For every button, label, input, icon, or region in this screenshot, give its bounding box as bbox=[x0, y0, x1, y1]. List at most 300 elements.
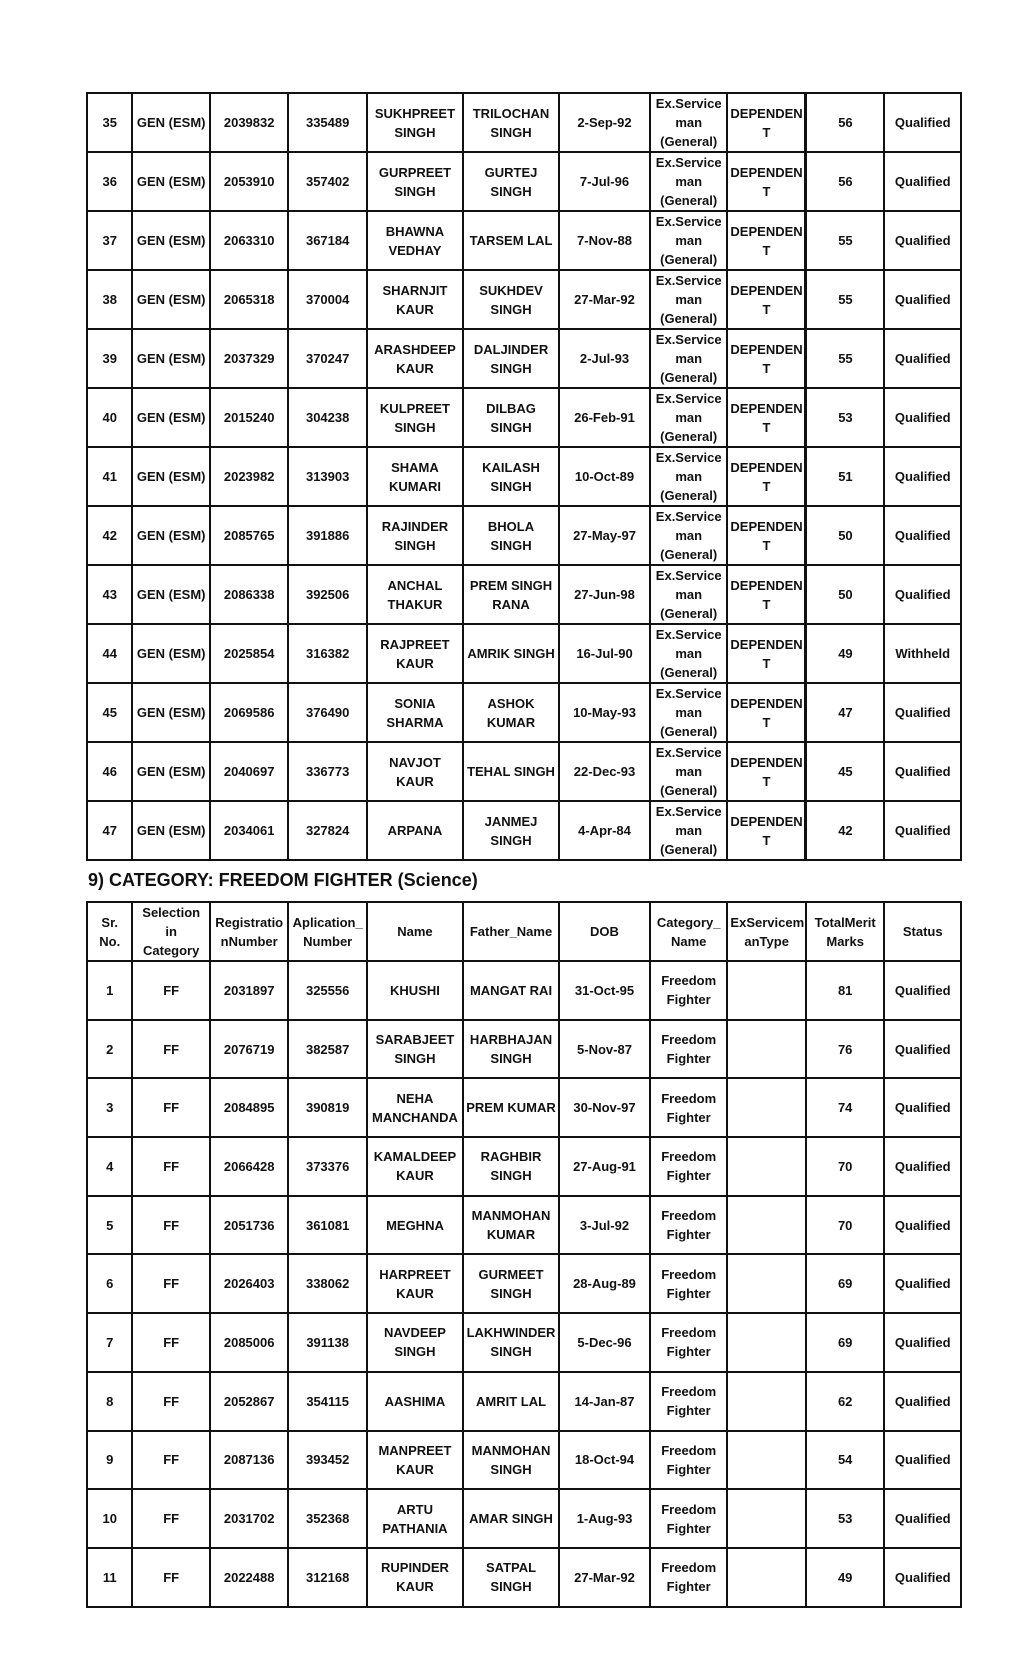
cell-sr-no: 11 bbox=[87, 1548, 132, 1607]
cell-category-name: Freedom Fighter bbox=[650, 1313, 727, 1372]
cell-registration-number: 2026403 bbox=[210, 1254, 289, 1313]
cell-name: SHARNJIT KAUR bbox=[367, 270, 463, 329]
cell-application-number: 382587 bbox=[288, 1020, 367, 1079]
cell-category-name: Ex.Service man (General) bbox=[650, 329, 727, 388]
cell-exserviceman-type: DEPENDEN T bbox=[727, 506, 806, 565]
cell-name: KAMALDEEP KAUR bbox=[367, 1137, 463, 1196]
cell-father-name: TARSEM LAL bbox=[463, 211, 559, 270]
cell-status: Qualified bbox=[884, 1313, 961, 1372]
cell-category-name: Freedom Fighter bbox=[650, 1078, 727, 1137]
cell-registration-number: 2031702 bbox=[210, 1489, 289, 1548]
table-row bbox=[87, 1254, 961, 1313]
cell-selection-category: FF bbox=[132, 1548, 209, 1607]
cell-selection-category: FF bbox=[132, 1254, 209, 1313]
cell-category-name: Ex.Service man (General) bbox=[650, 93, 727, 152]
cell-total-merit-marks: 69 bbox=[806, 1254, 885, 1313]
cell-status: Qualified bbox=[884, 1372, 961, 1431]
cell-selection-category: FF bbox=[132, 961, 209, 1020]
cell-total-merit-marks: 56 bbox=[806, 93, 885, 152]
cell-registration-number: 2037329 bbox=[210, 329, 289, 388]
cell-registration-number: 2053910 bbox=[210, 152, 289, 211]
cell-name: HARPREET KAUR bbox=[367, 1254, 463, 1313]
table-row bbox=[87, 1548, 961, 1607]
cell-application-number: 357402 bbox=[288, 152, 367, 211]
cell-status: Qualified bbox=[884, 801, 961, 860]
esm-table-body bbox=[87, 93, 961, 860]
cell-exserviceman-type: DEPENDEN T bbox=[727, 270, 806, 329]
cell-name: ANCHAL THAKUR bbox=[367, 565, 463, 624]
cell-selection-category: GEN (ESM) bbox=[132, 93, 209, 152]
cell-father-name: LAKHWINDER SINGH bbox=[463, 1313, 559, 1372]
cell-selection-category: GEN (ESM) bbox=[132, 565, 209, 624]
cell-sr-no: 6 bbox=[87, 1254, 132, 1313]
cell-dob: 5-Dec-96 bbox=[559, 1313, 650, 1372]
cell-category-name: Ex.Service man (General) bbox=[650, 506, 727, 565]
cell-sr-no: 36 bbox=[87, 152, 132, 211]
cell-exserviceman-type: DEPENDEN T bbox=[727, 388, 806, 447]
cell-dob: 27-Mar-92 bbox=[559, 270, 650, 329]
cell-category-name: Freedom Fighter bbox=[650, 1548, 727, 1607]
cell-father-name: ASHOK KUMAR bbox=[463, 683, 559, 742]
cell-name: MEGHNA bbox=[367, 1196, 463, 1255]
table-row bbox=[87, 565, 961, 624]
cell-registration-number: 2034061 bbox=[210, 801, 289, 860]
cell-dob: 7-Nov-88 bbox=[559, 211, 650, 270]
cell-dob: 10-Oct-89 bbox=[559, 447, 650, 506]
cell-category-name: Freedom Fighter bbox=[650, 1020, 727, 1079]
cell-total-merit-marks: 56 bbox=[806, 152, 885, 211]
cell-selection-category: FF bbox=[132, 1431, 209, 1490]
freedom-fighter-table-body bbox=[87, 961, 961, 1607]
cell-exserviceman-type: DEPENDEN T bbox=[727, 683, 806, 742]
cell-exserviceman-type bbox=[727, 1254, 806, 1313]
table-row bbox=[87, 447, 961, 506]
cell-category-name: Ex.Service man (General) bbox=[650, 742, 727, 801]
cell-name: ARPANA bbox=[367, 801, 463, 860]
cell-total-merit-marks: 51 bbox=[806, 447, 885, 506]
cell-exserviceman-type: DEPENDEN T bbox=[727, 211, 806, 270]
cell-application-number: 373376 bbox=[288, 1137, 367, 1196]
cell-category-name: Ex.Service man (General) bbox=[650, 447, 727, 506]
cell-total-merit-marks: 45 bbox=[806, 742, 885, 801]
cell-father-name: PREM SINGH RANA bbox=[463, 565, 559, 624]
cell-total-merit-marks: 70 bbox=[806, 1196, 885, 1255]
cell-dob: 5-Nov-87 bbox=[559, 1020, 650, 1079]
cell-dob: 27-Aug-91 bbox=[559, 1137, 650, 1196]
cell-father-name: DALJINDER SINGH bbox=[463, 329, 559, 388]
cell-dob: 2-Sep-92 bbox=[559, 93, 650, 152]
table-row bbox=[87, 1196, 961, 1255]
cell-dob: 30-Nov-97 bbox=[559, 1078, 650, 1137]
cell-registration-number: 2076719 bbox=[210, 1020, 289, 1079]
cell-name: NAVDEEP SINGH bbox=[367, 1313, 463, 1372]
cell-total-merit-marks: 70 bbox=[806, 1137, 885, 1196]
cell-exserviceman-type bbox=[727, 1078, 806, 1137]
cell-selection-category: FF bbox=[132, 1078, 209, 1137]
cell-sr-no: 8 bbox=[87, 1372, 132, 1431]
table-row bbox=[87, 1078, 961, 1137]
table-row bbox=[87, 152, 961, 211]
cell-dob: 27-May-97 bbox=[559, 506, 650, 565]
cell-status: Qualified bbox=[884, 388, 961, 447]
cell-sr-no: 5 bbox=[87, 1196, 132, 1255]
cell-registration-number: 2025854 bbox=[210, 624, 289, 683]
cell-sr-no: 38 bbox=[87, 270, 132, 329]
cell-registration-number: 2022488 bbox=[210, 1548, 289, 1607]
cell-father-name: KAILASH SINGH bbox=[463, 447, 559, 506]
cell-sr-no: 3 bbox=[87, 1078, 132, 1137]
cell-father-name: SUKHDEV SINGH bbox=[463, 270, 559, 329]
cell-father-name: GURTEJ SINGH bbox=[463, 152, 559, 211]
table-row bbox=[87, 1489, 961, 1548]
cell-total-merit-marks: 76 bbox=[806, 1020, 885, 1079]
table-header-row bbox=[87, 902, 961, 961]
cell-category-name: Freedom Fighter bbox=[650, 1431, 727, 1490]
cell-application-number: 352368 bbox=[288, 1489, 367, 1548]
header-sr-no: Sr. No. bbox=[87, 902, 132, 961]
cell-dob: 4-Apr-84 bbox=[559, 801, 650, 860]
cell-status: Qualified bbox=[884, 152, 961, 211]
cell-application-number: 312168 bbox=[288, 1548, 367, 1607]
cell-dob: 2-Jul-93 bbox=[559, 329, 650, 388]
cell-status: Qualified bbox=[884, 506, 961, 565]
cell-father-name: PREM KUMAR bbox=[463, 1078, 559, 1137]
cell-dob: 14-Jan-87 bbox=[559, 1372, 650, 1431]
cell-father-name: GURMEET SINGH bbox=[463, 1254, 559, 1313]
table-row bbox=[87, 624, 961, 683]
cell-name: MANPREET KAUR bbox=[367, 1431, 463, 1490]
cell-registration-number: 2085006 bbox=[210, 1313, 289, 1372]
cell-total-merit-marks: 74 bbox=[806, 1078, 885, 1137]
cell-name: NAVJOT KAUR bbox=[367, 742, 463, 801]
cell-name: AASHIMA bbox=[367, 1372, 463, 1431]
table-row bbox=[87, 329, 961, 388]
table-row bbox=[87, 270, 961, 329]
cell-status: Qualified bbox=[884, 1254, 961, 1313]
cell-selection-category: GEN (ESM) bbox=[132, 447, 209, 506]
cell-sr-no: 35 bbox=[87, 93, 132, 152]
cell-dob: 31-Oct-95 bbox=[559, 961, 650, 1020]
cell-selection-category: FF bbox=[132, 1489, 209, 1548]
cell-status: Qualified bbox=[884, 1489, 961, 1548]
cell-status: Qualified bbox=[884, 1020, 961, 1079]
cell-dob: 1-Aug-93 bbox=[559, 1489, 650, 1548]
header-registration-number: Registratio nNumber bbox=[210, 902, 289, 961]
cell-father-name: JANMEJ SINGH bbox=[463, 801, 559, 860]
cell-sr-no: 45 bbox=[87, 683, 132, 742]
cell-total-merit-marks: 42 bbox=[806, 801, 885, 860]
cell-sr-no: 9 bbox=[87, 1431, 132, 1490]
cell-name: RUPINDER KAUR bbox=[367, 1548, 463, 1607]
cell-sr-no: 37 bbox=[87, 211, 132, 270]
cell-exserviceman-type: DEPENDEN T bbox=[727, 93, 806, 152]
cell-name: GURPREET SINGH bbox=[367, 152, 463, 211]
cell-status: Qualified bbox=[884, 1078, 961, 1137]
cell-application-number: 325556 bbox=[288, 961, 367, 1020]
cell-sr-no: 46 bbox=[87, 742, 132, 801]
cell-exserviceman-type bbox=[727, 1548, 806, 1607]
cell-application-number: 370004 bbox=[288, 270, 367, 329]
cell-sr-no: 41 bbox=[87, 447, 132, 506]
header-status: Status bbox=[884, 902, 961, 961]
cell-father-name: BHOLA SINGH bbox=[463, 506, 559, 565]
cell-category-name: Ex.Service man (General) bbox=[650, 565, 727, 624]
cell-dob: 22-Dec-93 bbox=[559, 742, 650, 801]
cell-father-name: HARBHAJAN SINGH bbox=[463, 1020, 559, 1079]
cell-sr-no: 42 bbox=[87, 506, 132, 565]
table-row bbox=[87, 801, 961, 860]
cell-selection-category: GEN (ESM) bbox=[132, 624, 209, 683]
table-row bbox=[87, 742, 961, 801]
header-total-merit-marks: TotalMerit Marks bbox=[806, 902, 885, 961]
cell-sr-no: 39 bbox=[87, 329, 132, 388]
cell-exserviceman-type bbox=[727, 1372, 806, 1431]
cell-registration-number: 2031897 bbox=[210, 961, 289, 1020]
cell-status: Withheld bbox=[884, 624, 961, 683]
cell-sr-no: 44 bbox=[87, 624, 132, 683]
cell-total-merit-marks: 47 bbox=[806, 683, 885, 742]
cell-selection-category: GEN (ESM) bbox=[132, 152, 209, 211]
cell-sr-no: 1 bbox=[87, 961, 132, 1020]
cell-dob: 18-Oct-94 bbox=[559, 1431, 650, 1490]
cell-exserviceman-type: DEPENDEN T bbox=[727, 329, 806, 388]
cell-category-name: Freedom Fighter bbox=[650, 1137, 727, 1196]
cell-total-merit-marks: 55 bbox=[806, 329, 885, 388]
cell-total-merit-marks: 49 bbox=[806, 624, 885, 683]
cell-name: KULPREET SINGH bbox=[367, 388, 463, 447]
cell-father-name: RAGHBIR SINGH bbox=[463, 1137, 559, 1196]
cell-application-number: 361081 bbox=[288, 1196, 367, 1255]
cell-application-number: 354115 bbox=[288, 1372, 367, 1431]
cell-category-name: Freedom Fighter bbox=[650, 1489, 727, 1548]
table-row bbox=[87, 961, 961, 1020]
freedom-fighter-table bbox=[86, 901, 962, 1608]
header-dob: DOB bbox=[559, 902, 650, 961]
cell-exserviceman-type bbox=[727, 1489, 806, 1548]
cell-status: Qualified bbox=[884, 1548, 961, 1607]
cell-status: Qualified bbox=[884, 742, 961, 801]
cell-registration-number: 2039832 bbox=[210, 93, 289, 152]
cell-total-merit-marks: 50 bbox=[806, 565, 885, 624]
table-row bbox=[87, 1137, 961, 1196]
cell-total-merit-marks: 53 bbox=[806, 1489, 885, 1548]
cell-total-merit-marks: 55 bbox=[806, 270, 885, 329]
cell-dob: 16-Jul-90 bbox=[559, 624, 650, 683]
cell-selection-category: FF bbox=[132, 1020, 209, 1079]
cell-application-number: 376490 bbox=[288, 683, 367, 742]
cell-father-name: TEHAL SINGH bbox=[463, 742, 559, 801]
cell-total-merit-marks: 50 bbox=[806, 506, 885, 565]
cell-father-name: SATPAL SINGH bbox=[463, 1548, 559, 1607]
cell-total-merit-marks: 55 bbox=[806, 211, 885, 270]
cell-category-name: Freedom Fighter bbox=[650, 961, 727, 1020]
cell-category-name: Ex.Service man (General) bbox=[650, 270, 727, 329]
cell-name: KHUSHI bbox=[367, 961, 463, 1020]
header-selection-category: Selection in Category bbox=[132, 902, 209, 961]
cell-status: Qualified bbox=[884, 683, 961, 742]
cell-name: ARTU PATHANIA bbox=[367, 1489, 463, 1548]
cell-father-name: AMRIT LAL bbox=[463, 1372, 559, 1431]
cell-sr-no: 7 bbox=[87, 1313, 132, 1372]
cell-father-name: TRILOCHAN SINGH bbox=[463, 93, 559, 152]
cell-exserviceman-type: DEPENDEN T bbox=[727, 801, 806, 860]
cell-status: Qualified bbox=[884, 447, 961, 506]
cell-total-merit-marks: 81 bbox=[806, 961, 885, 1020]
cell-registration-number: 2051736 bbox=[210, 1196, 289, 1255]
cell-name: SONIA SHARMA bbox=[367, 683, 463, 742]
cell-registration-number: 2086338 bbox=[210, 565, 289, 624]
cell-total-merit-marks: 62 bbox=[806, 1372, 885, 1431]
cell-dob: 28-Aug-89 bbox=[559, 1254, 650, 1313]
cell-sr-no: 40 bbox=[87, 388, 132, 447]
table-row bbox=[87, 1020, 961, 1079]
cell-name: SUKHPREET SINGH bbox=[367, 93, 463, 152]
cell-application-number: 391138 bbox=[288, 1313, 367, 1372]
cell-category-name: Ex.Service man (General) bbox=[650, 624, 727, 683]
cell-application-number: 391886 bbox=[288, 506, 367, 565]
cell-selection-category: FF bbox=[132, 1313, 209, 1372]
table-row bbox=[87, 93, 961, 152]
cell-dob: 27-Jun-98 bbox=[559, 565, 650, 624]
cell-name: RAJPREET KAUR bbox=[367, 624, 463, 683]
cell-status: Qualified bbox=[884, 329, 961, 388]
header-father-name: Father_Name bbox=[463, 902, 559, 961]
cell-selection-category: FF bbox=[132, 1196, 209, 1255]
cell-application-number: 367184 bbox=[288, 211, 367, 270]
cell-exserviceman-type bbox=[727, 1431, 806, 1490]
cell-status: Qualified bbox=[884, 1137, 961, 1196]
cell-selection-category: GEN (ESM) bbox=[132, 742, 209, 801]
cell-registration-number: 2085765 bbox=[210, 506, 289, 565]
cell-status: Qualified bbox=[884, 93, 961, 152]
cell-category-name: Ex.Service man (General) bbox=[650, 211, 727, 270]
cell-father-name: AMAR SINGH bbox=[463, 1489, 559, 1548]
cell-name: RAJINDER SINGH bbox=[367, 506, 463, 565]
cell-sr-no: 10 bbox=[87, 1489, 132, 1548]
cell-application-number: 304238 bbox=[288, 388, 367, 447]
esm-candidates-table bbox=[86, 92, 962, 861]
cell-name: SHAMA KUMARI bbox=[367, 447, 463, 506]
cell-total-merit-marks: 54 bbox=[806, 1431, 885, 1490]
cell-application-number: 316382 bbox=[288, 624, 367, 683]
cell-registration-number: 2015240 bbox=[210, 388, 289, 447]
cell-registration-number: 2065318 bbox=[210, 270, 289, 329]
cell-status: Qualified bbox=[884, 565, 961, 624]
cell-registration-number: 2084895 bbox=[210, 1078, 289, 1137]
cell-sr-no: 4 bbox=[87, 1137, 132, 1196]
cell-selection-category: GEN (ESM) bbox=[132, 329, 209, 388]
cell-selection-category: FF bbox=[132, 1137, 209, 1196]
cell-total-merit-marks: 53 bbox=[806, 388, 885, 447]
cell-father-name: AMRIK SINGH bbox=[463, 624, 559, 683]
cell-dob: 3-Jul-92 bbox=[559, 1196, 650, 1255]
cell-category-name: Ex.Service man (General) bbox=[650, 388, 727, 447]
table-row bbox=[87, 506, 961, 565]
cell-father-name: MANMOHAN KUMAR bbox=[463, 1196, 559, 1255]
cell-dob: 10-May-93 bbox=[559, 683, 650, 742]
cell-application-number: 313903 bbox=[288, 447, 367, 506]
header-name: Name bbox=[367, 902, 463, 961]
cell-dob: 7-Jul-96 bbox=[559, 152, 650, 211]
cell-selection-category: FF bbox=[132, 1372, 209, 1431]
cell-application-number: 327824 bbox=[288, 801, 367, 860]
freedom-fighter-section-heading: 9) CATEGORY: FREEDOM FIGHTER (Science) bbox=[88, 870, 478, 890]
cell-exserviceman-type bbox=[727, 1313, 806, 1372]
table-row bbox=[87, 683, 961, 742]
cell-selection-category: GEN (ESM) bbox=[132, 211, 209, 270]
table-row bbox=[87, 1313, 961, 1372]
cell-registration-number: 2069586 bbox=[210, 683, 289, 742]
cell-father-name: MANMOHAN SINGH bbox=[463, 1431, 559, 1490]
cell-total-merit-marks: 49 bbox=[806, 1548, 885, 1607]
header-application-number: Aplication_ Number bbox=[288, 902, 367, 961]
cell-category-name: Freedom Fighter bbox=[650, 1254, 727, 1313]
cell-application-number: 335489 bbox=[288, 93, 367, 152]
cell-name: SARABJEET SINGH bbox=[367, 1020, 463, 1079]
cell-selection-category: GEN (ESM) bbox=[132, 506, 209, 565]
cell-name: NEHA MANCHANDA bbox=[367, 1078, 463, 1137]
cell-registration-number: 2052867 bbox=[210, 1372, 289, 1431]
cell-sr-no: 47 bbox=[87, 801, 132, 860]
cell-dob: 27-Mar-92 bbox=[559, 1548, 650, 1607]
table-row bbox=[87, 1372, 961, 1431]
cell-application-number: 390819 bbox=[288, 1078, 367, 1137]
cell-registration-number: 2063310 bbox=[210, 211, 289, 270]
cell-application-number: 338062 bbox=[288, 1254, 367, 1313]
cell-exserviceman-type bbox=[727, 1196, 806, 1255]
cell-category-name: Ex.Service man (General) bbox=[650, 152, 727, 211]
cell-registration-number: 2087136 bbox=[210, 1431, 289, 1490]
cell-selection-category: GEN (ESM) bbox=[132, 801, 209, 860]
cell-registration-number: 2066428 bbox=[210, 1137, 289, 1196]
cell-exserviceman-type: DEPENDEN T bbox=[727, 565, 806, 624]
header-category-name: Category_ Name bbox=[650, 902, 727, 961]
cell-exserviceman-type: DEPENDEN T bbox=[727, 742, 806, 801]
cell-registration-number: 2040697 bbox=[210, 742, 289, 801]
cell-selection-category: GEN (ESM) bbox=[132, 270, 209, 329]
cell-category-name: Ex.Service man (General) bbox=[650, 801, 727, 860]
cell-total-merit-marks: 69 bbox=[806, 1313, 885, 1372]
table-row bbox=[87, 1431, 961, 1490]
cell-exserviceman-type bbox=[727, 961, 806, 1020]
cell-exserviceman-type: DEPENDEN T bbox=[727, 447, 806, 506]
table-row bbox=[87, 211, 961, 270]
cell-application-number: 392506 bbox=[288, 565, 367, 624]
cell-sr-no: 43 bbox=[87, 565, 132, 624]
cell-exserviceman-type bbox=[727, 1020, 806, 1079]
cell-sr-no: 2 bbox=[87, 1020, 132, 1079]
cell-status: Qualified bbox=[884, 961, 961, 1020]
cell-father-name: DILBAG SINGH bbox=[463, 388, 559, 447]
cell-application-number: 393452 bbox=[288, 1431, 367, 1490]
header-exserviceman-type: ExServicem anType bbox=[727, 902, 806, 961]
cell-category-name: Freedom Fighter bbox=[650, 1196, 727, 1255]
cell-exserviceman-type: DEPENDEN T bbox=[727, 152, 806, 211]
cell-exserviceman-type bbox=[727, 1137, 806, 1196]
cell-application-number: 370247 bbox=[288, 329, 367, 388]
cell-name: ARASHDEEP KAUR bbox=[367, 329, 463, 388]
table-row bbox=[87, 388, 961, 447]
cell-status: Qualified bbox=[884, 270, 961, 329]
cell-exserviceman-type: DEPENDEN T bbox=[727, 624, 806, 683]
cell-dob: 26-Feb-91 bbox=[559, 388, 650, 447]
cell-status: Qualified bbox=[884, 211, 961, 270]
cell-name: BHAWNA VEDHAY bbox=[367, 211, 463, 270]
cell-category-name: Ex.Service man (General) bbox=[650, 683, 727, 742]
cell-selection-category: GEN (ESM) bbox=[132, 388, 209, 447]
cell-application-number: 336773 bbox=[288, 742, 367, 801]
cell-category-name: Freedom Fighter bbox=[650, 1372, 727, 1431]
